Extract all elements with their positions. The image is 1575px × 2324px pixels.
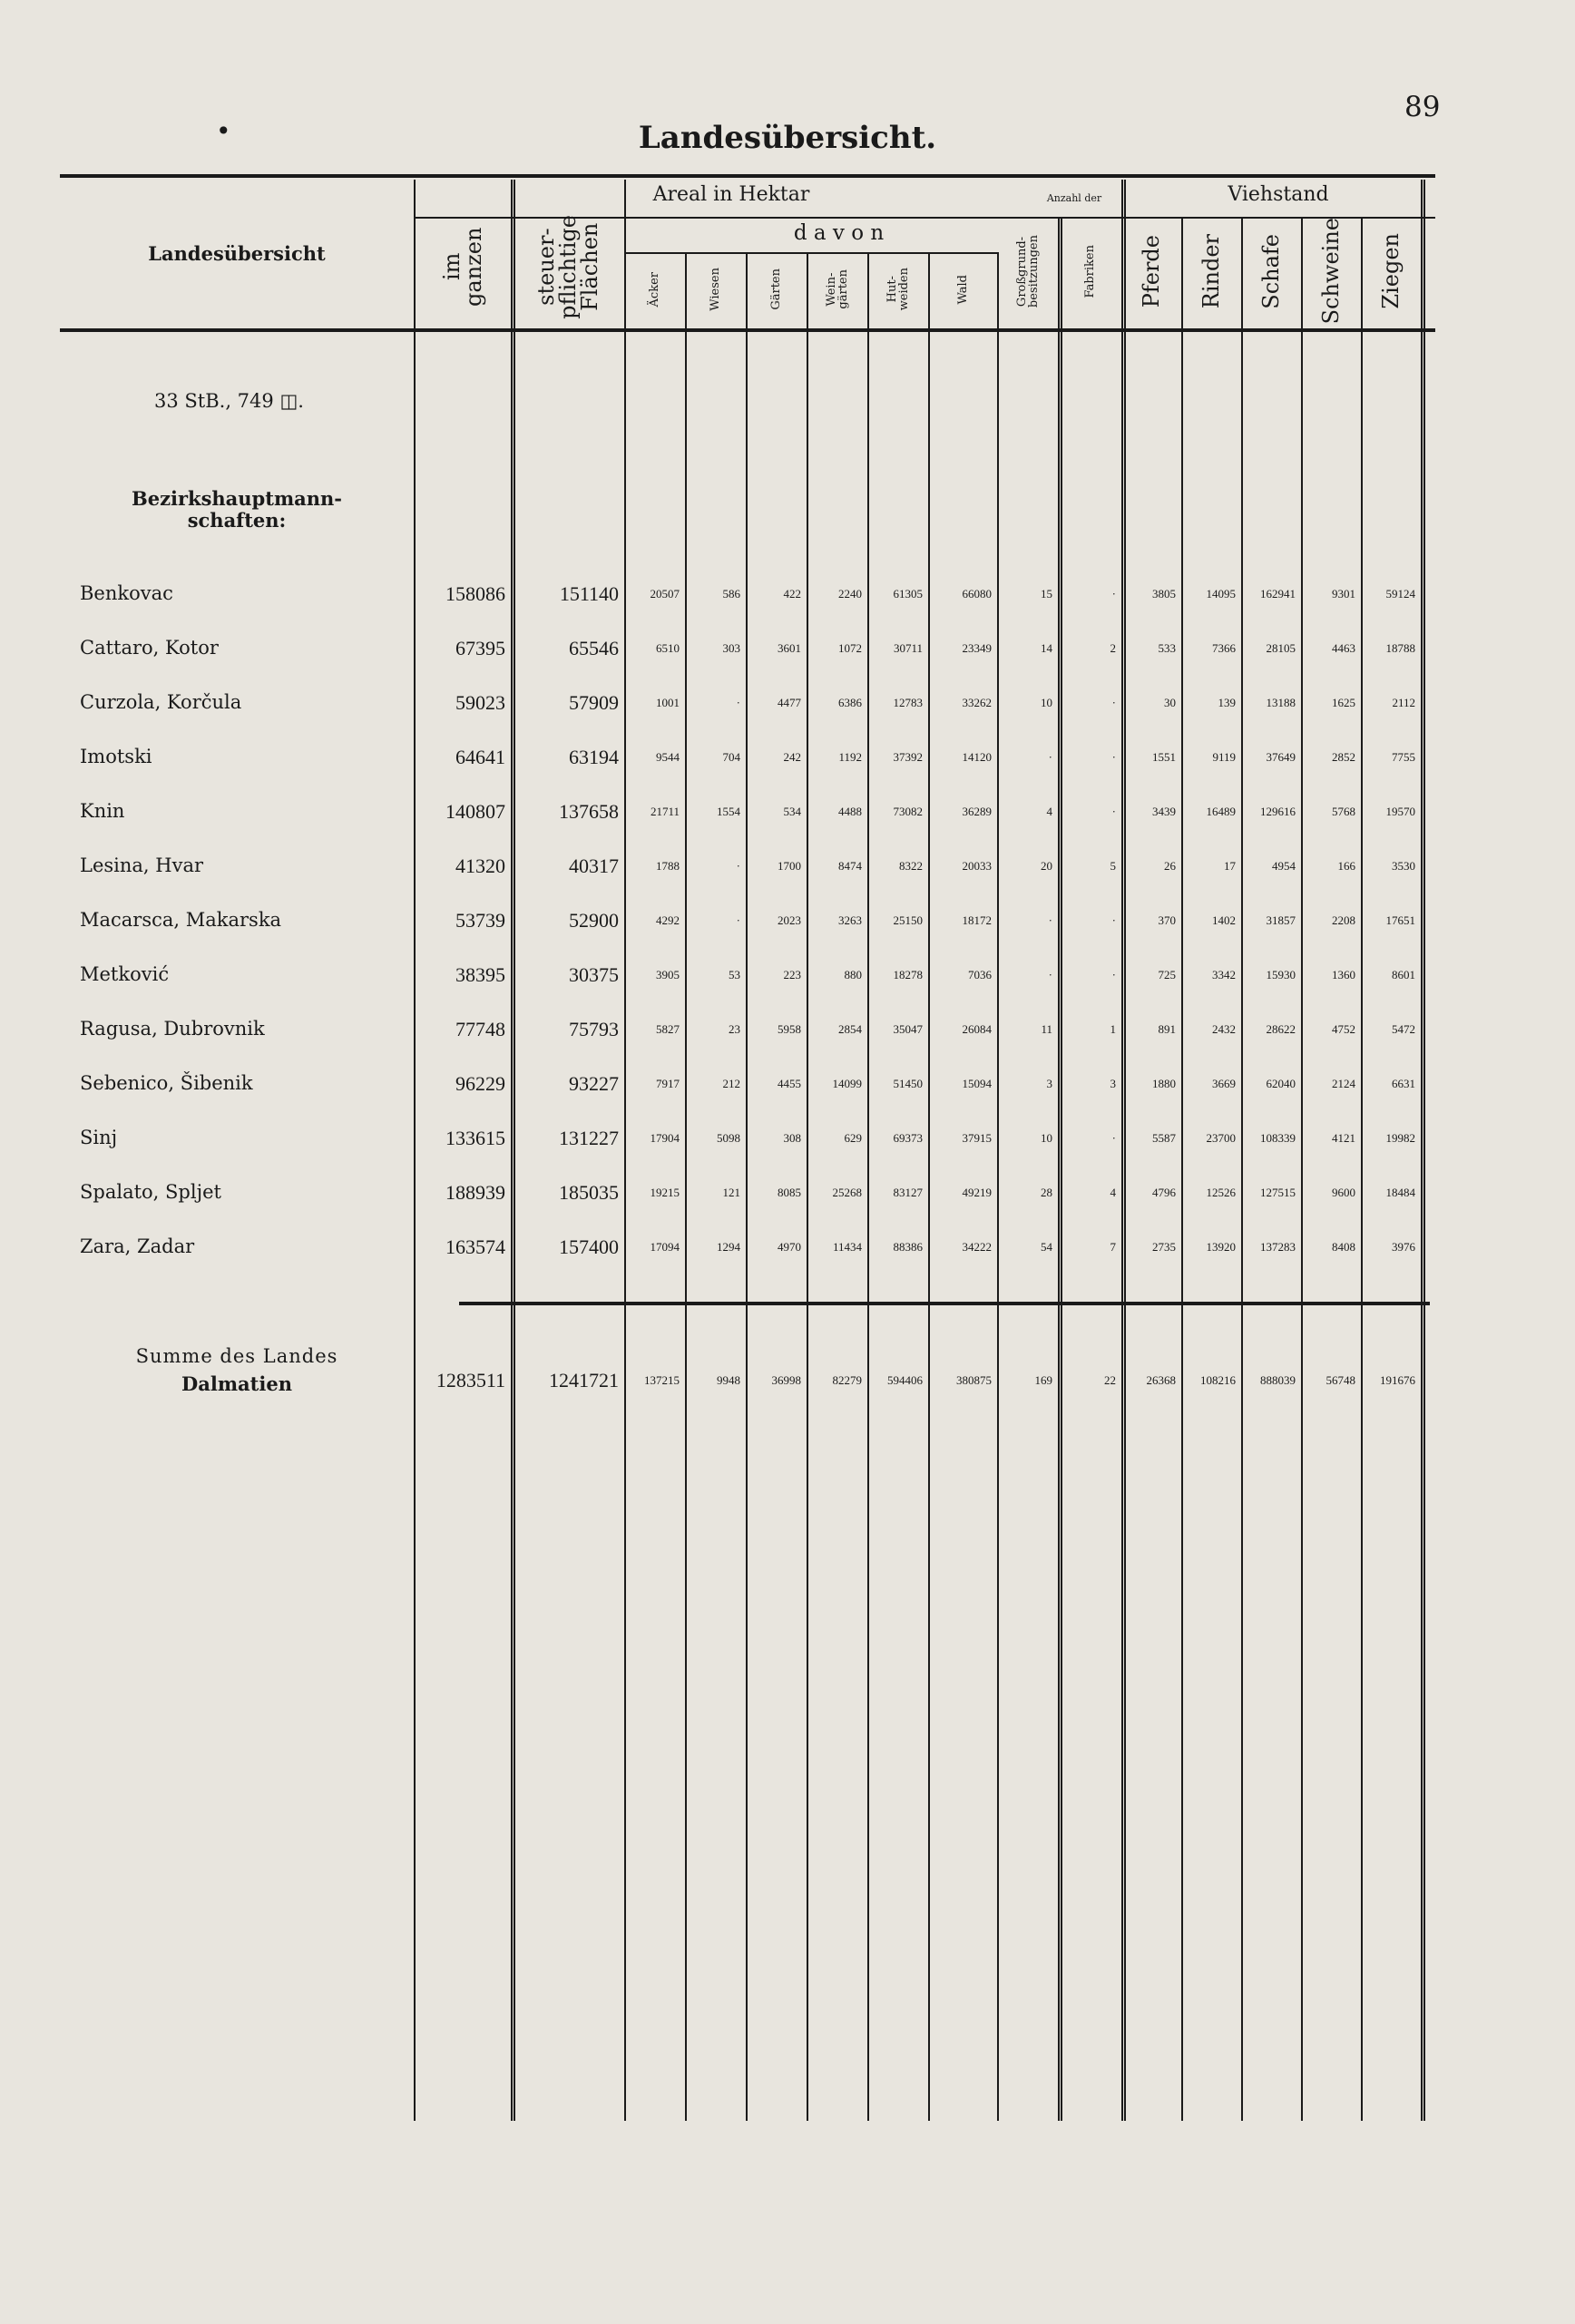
section-heading: Bezirkshauptmann- schaften: (131, 487, 343, 532)
row-0-cell-10: 3805 (1152, 587, 1176, 601)
column-header-label: Wald (955, 274, 970, 305)
row-2-cell-2: 1001 (656, 696, 680, 709)
row-6-cell-11: 1402 (1212, 913, 1236, 927)
district-name: Imotski (80, 746, 152, 767)
row-4-cell-0: 140807 (445, 800, 505, 823)
row-6-cell-10: 370 (1158, 913, 1176, 927)
row-2-cell-6: 12783 (893, 696, 923, 709)
row-12-cell-12: 137283 (1260, 1240, 1296, 1254)
row-12-cell-10: 2735 (1152, 1240, 1176, 1254)
row-8-cell-13: 4752 (1332, 1022, 1355, 1036)
row-0-cell-14: 59124 (1385, 587, 1415, 601)
row-9-cell-7: 15094 (962, 1077, 992, 1090)
row-3-cell-4: 242 (783, 750, 801, 764)
district-name: Spalato, Spljet (80, 1181, 221, 1203)
row-8-cell-4: 5958 (778, 1022, 801, 1036)
total-cell-5: 82279 (832, 1373, 862, 1387)
row-1-cell-8: 14 (1041, 641, 1052, 655)
row-0-cell-6: 61305 (893, 587, 923, 601)
column-header-label: Rinder (1198, 233, 1224, 309)
row-11-cell-13: 9600 (1332, 1186, 1355, 1199)
row-8-cell-1: 75793 (569, 1018, 619, 1040)
row-7-cell-7: 7036 (968, 968, 992, 981)
total-cell-9: 22 (1104, 1373, 1116, 1387)
row-5-cell-5: 8474 (838, 859, 862, 873)
row-8-cell-6: 35047 (893, 1022, 923, 1036)
row-7-cell-4: 223 (783, 968, 801, 981)
total-label-line1: Summe des Landes (135, 1345, 338, 1367)
header-viehstand-group: Viehstand (1228, 183, 1329, 206)
column-header-label: Äcker (648, 271, 661, 308)
total-cell-12: 888039 (1260, 1373, 1296, 1387)
row-7-cell-1: 30375 (569, 963, 619, 986)
page-dot-mark: • (216, 116, 231, 146)
total-cell-4: 36998 (771, 1373, 801, 1387)
total-cell-6: 594406 (887, 1373, 923, 1387)
row-4-cell-4: 534 (783, 805, 801, 818)
column-rule-12 (1241, 217, 1243, 2121)
column-header-11 (1181, 220, 1241, 323)
row-7-cell-6: 18278 (893, 968, 923, 981)
column-header-12 (1241, 220, 1301, 323)
row-9-cell-13: 2124 (1332, 1077, 1355, 1090)
row-6-cell-14: 17651 (1385, 913, 1415, 927)
district-name: Zara, Zadar (80, 1235, 195, 1257)
row-4-cell-12: 129616 (1260, 805, 1296, 818)
row-7-cell-0: 38395 (455, 963, 505, 986)
row-0-cell-12: 162941 (1260, 587, 1296, 601)
row-2-cell-3: · (736, 696, 740, 709)
district-name: Sinj (80, 1127, 118, 1148)
district-name: Macarsca, Makarska (80, 909, 282, 931)
row-8-cell-5: 2854 (838, 1022, 862, 1036)
total-cell-2: 137215 (644, 1373, 680, 1387)
row-1-cell-5: 1072 (838, 641, 862, 655)
row-0-cell-13: 9301 (1332, 587, 1355, 601)
row-6-cell-13: 2208 (1332, 913, 1355, 927)
row-4-cell-3: 1554 (717, 805, 740, 818)
row-10-cell-11: 23700 (1206, 1131, 1236, 1145)
row-6-cell-3: · (736, 913, 740, 927)
row-3-cell-13: 2852 (1332, 750, 1355, 764)
row-11-cell-11: 12526 (1206, 1186, 1236, 1199)
column-header-label: im ganzen (438, 227, 486, 307)
total-cell-14: 191676 (1380, 1373, 1415, 1387)
row-2-cell-4: 4477 (778, 696, 801, 709)
row-3-cell-7: 14120 (962, 750, 992, 764)
row-0-cell-11: 14095 (1206, 587, 1236, 601)
column-rule-11 (1181, 217, 1183, 2121)
row-5-cell-3: · (736, 859, 740, 873)
row-10-cell-7: 37915 (962, 1131, 992, 1145)
row-4-cell-7: 36289 (962, 805, 992, 818)
row-5-cell-7: 20033 (962, 859, 992, 873)
row-3-cell-12: 37649 (1266, 750, 1296, 764)
column-rule-15 (1421, 180, 1425, 2121)
row-12-cell-4: 4970 (778, 1240, 801, 1254)
header-areal-group: Areal in Hektar (652, 183, 810, 206)
column-rule-0 (414, 180, 416, 2121)
row-1-cell-3: 303 (722, 641, 740, 655)
column-header-label: Schweine (1318, 218, 1344, 325)
column-header-label: Großgrund- besitzungen (1014, 234, 1041, 308)
row-4-cell-2: 21711 (650, 805, 680, 818)
column-header-5 (807, 256, 867, 323)
row-9-cell-3: 212 (722, 1077, 740, 1090)
column-header-label: Wiesen (709, 268, 722, 311)
row-7-cell-11: 3342 (1212, 968, 1236, 981)
row-4-cell-14: 19570 (1385, 805, 1415, 818)
row-9-cell-9: 3 (1110, 1077, 1116, 1090)
row-1-cell-9: 2 (1110, 641, 1116, 655)
rule-under-areal (414, 217, 1049, 219)
row-3-cell-5: 1192 (838, 750, 862, 764)
row-4-cell-13: 5768 (1332, 805, 1355, 818)
row-7-cell-8: · (1048, 968, 1052, 981)
row-11-cell-1: 185035 (559, 1181, 619, 1204)
row-5-cell-9: 5 (1110, 859, 1116, 873)
column-header-0 (414, 210, 511, 323)
column-header-label: Fabriken (1082, 244, 1097, 298)
column-header-7 (928, 256, 997, 323)
column-header-3 (685, 256, 746, 323)
counts-note: 33 StB., 749 ◫. (154, 390, 304, 412)
row-7-cell-12: 15930 (1266, 968, 1296, 981)
row-10-cell-2: 17904 (650, 1131, 680, 1145)
row-7-cell-10: 725 (1158, 968, 1176, 981)
row-6-cell-12: 31857 (1266, 913, 1296, 927)
row-3-cell-6: 37392 (893, 750, 923, 764)
row-4-cell-11: 16489 (1206, 805, 1236, 818)
row-0-cell-4: 422 (783, 587, 801, 601)
column-header-2 (624, 256, 685, 323)
row-1-cell-11: 7366 (1212, 641, 1236, 655)
row-6-cell-6: 25150 (893, 913, 923, 927)
row-3-cell-2: 9544 (656, 750, 680, 764)
row-10-cell-1: 131227 (559, 1127, 619, 1149)
row-8-cell-2: 5827 (656, 1022, 680, 1036)
column-rule-14 (1361, 217, 1363, 2121)
column-header-label: Pferde (1139, 234, 1164, 308)
row-2-cell-10: 30 (1164, 696, 1176, 709)
district-name: Lesina, Hvar (80, 854, 203, 876)
row-12-cell-13: 8408 (1332, 1240, 1355, 1254)
row-9-cell-6: 51450 (893, 1077, 923, 1090)
district-name: Sebenico, Šibenik (80, 1072, 253, 1094)
header-row-label: Landesübersicht (148, 242, 326, 265)
row-12-cell-8: 54 (1041, 1240, 1052, 1254)
row-9-cell-10: 1880 (1152, 1077, 1176, 1090)
row-2-cell-13: 1625 (1332, 696, 1355, 709)
header-bottom-rule (60, 328, 1435, 332)
row-3-cell-9: · (1111, 750, 1116, 764)
row-9-cell-12: 62040 (1266, 1077, 1296, 1090)
row-2-cell-5: 6386 (838, 696, 862, 709)
total-cell-1: 1241721 (549, 1369, 619, 1391)
row-1-cell-0: 67395 (455, 637, 505, 659)
column-header-label: steuer- pflichtige Flächen (533, 214, 602, 319)
header-anzahl-group: Anzahl der (1046, 192, 1102, 204)
row-10-cell-0: 133615 (445, 1127, 505, 1149)
row-1-cell-4: 3601 (778, 641, 801, 655)
row-4-cell-1: 137658 (559, 800, 619, 823)
row-0-cell-8: 15 (1041, 587, 1052, 601)
row-3-cell-3: 704 (722, 750, 740, 764)
page-title: Landesübersicht. (638, 120, 937, 156)
row-11-cell-5: 25268 (832, 1186, 862, 1199)
column-rule-2 (624, 180, 626, 2121)
row-11-cell-12: 127515 (1260, 1186, 1296, 1199)
column-rule-13 (1301, 217, 1303, 2121)
column-rule-10 (1121, 180, 1126, 2121)
row-5-cell-4: 1700 (778, 859, 801, 873)
rule-under-davon (624, 252, 997, 254)
column-rule-9 (1058, 217, 1062, 2121)
rule-under-viehstand (1121, 217, 1435, 219)
statistics-table (60, 174, 1435, 2121)
row-11-cell-9: 4 (1110, 1186, 1116, 1199)
total-cell-13: 56748 (1326, 1373, 1355, 1387)
column-header-4 (746, 256, 807, 323)
row-5-cell-1: 40317 (569, 854, 619, 877)
row-5-cell-11: 17 (1224, 859, 1236, 873)
row-10-cell-5: 629 (844, 1131, 862, 1145)
row-6-cell-9: · (1111, 913, 1116, 927)
row-1-cell-2: 6510 (656, 641, 680, 655)
row-10-cell-6: 69373 (893, 1131, 923, 1145)
row-5-cell-14: 3530 (1392, 859, 1415, 873)
row-2-cell-0: 59023 (455, 691, 505, 714)
row-8-cell-14: 5472 (1392, 1022, 1415, 1036)
row-3-cell-11: 9119 (1212, 750, 1236, 764)
row-3-cell-1: 63194 (569, 746, 619, 768)
row-0-cell-9: · (1111, 587, 1116, 601)
row-4-cell-6: 73082 (893, 805, 923, 818)
column-header-6 (867, 256, 928, 323)
row-0-cell-7: 66080 (962, 587, 992, 601)
district-name: Benkovac (80, 582, 173, 604)
row-2-cell-7: 33262 (962, 696, 992, 709)
total-cell-11: 108216 (1200, 1373, 1236, 1387)
column-rule-1 (511, 180, 515, 2121)
row-11-cell-7: 49219 (962, 1186, 992, 1199)
row-0-cell-5: 2240 (838, 587, 862, 601)
row-7-cell-9: · (1111, 968, 1116, 981)
total-cell-3: 9948 (717, 1373, 740, 1387)
row-10-cell-4: 308 (783, 1131, 801, 1145)
row-2-cell-14: 2112 (1392, 696, 1415, 709)
row-7-cell-3: 53 (729, 968, 740, 981)
total-cell-7: 380875 (956, 1373, 992, 1387)
row-9-cell-5: 14099 (832, 1077, 862, 1090)
row-2-cell-11: 139 (1218, 696, 1236, 709)
row-10-cell-13: 4121 (1332, 1131, 1355, 1145)
row-0-cell-3: 586 (722, 587, 740, 601)
row-8-cell-10: 891 (1158, 1022, 1176, 1036)
row-1-cell-7: 23349 (962, 641, 992, 655)
row-7-cell-2: 3905 (656, 968, 680, 981)
row-7-cell-13: 1360 (1332, 968, 1355, 981)
row-9-cell-2: 7917 (656, 1077, 680, 1090)
row-11-cell-3: 121 (722, 1186, 740, 1199)
row-6-cell-8: · (1048, 913, 1052, 927)
row-6-cell-2: 4292 (656, 913, 680, 927)
total-cell-0: 1283511 (435, 1369, 505, 1391)
row-8-cell-7: 26084 (962, 1022, 992, 1036)
row-5-cell-2: 1788 (656, 859, 680, 873)
row-11-cell-2: 19215 (650, 1186, 680, 1199)
row-12-cell-3: 1294 (717, 1240, 740, 1254)
row-11-cell-10: 4796 (1152, 1186, 1176, 1199)
column-header-label: Ziegen (1378, 233, 1404, 309)
row-9-cell-8: 3 (1046, 1077, 1052, 1090)
row-1-cell-12: 28105 (1266, 641, 1296, 655)
total-cell-10: 26368 (1146, 1373, 1176, 1387)
row-10-cell-3: 5098 (717, 1131, 740, 1145)
column-header-label: Gärten (769, 269, 783, 310)
row-12-cell-7: 34222 (962, 1240, 992, 1254)
row-9-cell-14: 6631 (1392, 1077, 1415, 1090)
column-header-8 (997, 220, 1058, 323)
row-8-cell-9: 1 (1110, 1022, 1116, 1036)
row-7-cell-14: 8601 (1392, 968, 1415, 981)
row-5-cell-13: 166 (1337, 859, 1355, 873)
district-name: Curzola, Korčula (80, 691, 242, 713)
row-3-cell-10: 1551 (1152, 750, 1176, 764)
row-12-cell-14: 3976 (1392, 1240, 1415, 1254)
row-11-cell-6: 83127 (893, 1186, 923, 1199)
column-header-label: Hut- weiden (885, 268, 911, 311)
row-12-cell-5: 11434 (832, 1240, 862, 1254)
total-cell-8: 169 (1034, 1373, 1052, 1387)
row-9-cell-1: 93227 (569, 1072, 619, 1095)
column-header-13 (1301, 220, 1361, 323)
row-6-cell-4: 2023 (778, 913, 801, 927)
row-2-cell-12: 13188 (1266, 696, 1296, 709)
row-8-cell-11: 2432 (1212, 1022, 1236, 1036)
total-label-line2: Dalmatien (181, 1372, 292, 1395)
district-name: Metković (80, 963, 170, 985)
row-5-cell-6: 8322 (899, 859, 923, 873)
row-10-cell-9: · (1111, 1131, 1116, 1145)
row-9-cell-11: 3669 (1212, 1077, 1236, 1090)
page-number: 89 (1404, 91, 1441, 123)
row-8-cell-8: 11 (1041, 1022, 1052, 1036)
row-7-cell-5: 880 (844, 968, 862, 981)
row-8-cell-12: 28622 (1266, 1022, 1296, 1036)
row-3-cell-8: · (1048, 750, 1052, 764)
column-header-14 (1361, 220, 1421, 323)
row-2-cell-8: 10 (1041, 696, 1052, 709)
row-0-cell-1: 151140 (559, 582, 619, 605)
column-header-label: Wein- gärten (824, 269, 850, 309)
column-header-9 (1058, 220, 1121, 323)
row-2-cell-9: · (1111, 696, 1116, 709)
row-12-cell-6: 88386 (893, 1240, 923, 1254)
row-4-cell-10: 3439 (1152, 805, 1176, 818)
row-9-cell-0: 96229 (455, 1072, 505, 1095)
row-11-cell-4: 8085 (778, 1186, 801, 1199)
district-name: Cattaro, Kotor (80, 637, 219, 659)
column-header-label: Schafe (1258, 233, 1284, 309)
row-10-cell-10: 5587 (1152, 1131, 1176, 1145)
row-1-cell-6: 30711 (893, 641, 923, 655)
row-1-cell-10: 533 (1158, 641, 1176, 655)
row-9-cell-4: 4455 (778, 1077, 801, 1090)
row-3-cell-0: 64641 (455, 746, 505, 768)
row-2-cell-1: 57909 (569, 691, 619, 714)
row-12-cell-2: 17094 (650, 1240, 680, 1254)
row-11-cell-8: 28 (1041, 1186, 1052, 1199)
row-4-cell-5: 4488 (838, 805, 862, 818)
table-top-rule (60, 174, 1435, 178)
row-10-cell-8: 10 (1041, 1131, 1052, 1145)
row-8-cell-0: 77748 (455, 1018, 505, 1040)
district-name: Knin (80, 800, 125, 822)
row-12-cell-11: 13920 (1206, 1240, 1236, 1254)
row-5-cell-10: 26 (1164, 859, 1176, 873)
row-5-cell-12: 4954 (1272, 859, 1296, 873)
row-4-cell-8: 4 (1046, 805, 1052, 818)
row-6-cell-1: 52900 (569, 909, 619, 932)
district-name: Ragusa, Dubrovnik (80, 1018, 265, 1040)
row-0-cell-2: 20507 (650, 587, 680, 601)
row-1-cell-13: 4463 (1332, 641, 1355, 655)
row-6-cell-5: 3263 (838, 913, 862, 927)
row-8-cell-3: 23 (729, 1022, 740, 1036)
row-3-cell-14: 7755 (1392, 750, 1415, 764)
row-5-cell-0: 41320 (455, 854, 505, 877)
row-0-cell-0: 158086 (445, 582, 505, 605)
row-6-cell-7: 18172 (962, 913, 992, 927)
header-davon: d a v o n (793, 221, 885, 245)
row-11-cell-0: 188939 (445, 1181, 505, 1204)
row-4-cell-9: · (1111, 805, 1116, 818)
column-header-1 (511, 210, 624, 323)
row-12-cell-1: 157400 (559, 1235, 619, 1258)
row-5-cell-8: 20 (1041, 859, 1052, 873)
row-10-cell-12: 108339 (1260, 1131, 1296, 1145)
total-separator-rule (459, 1302, 1430, 1305)
row-10-cell-14: 19982 (1385, 1131, 1415, 1145)
row-1-cell-1: 65546 (569, 637, 619, 659)
row-6-cell-0: 53739 (455, 909, 505, 932)
row-12-cell-9: 7 (1110, 1240, 1116, 1254)
row-1-cell-14: 18788 (1385, 641, 1415, 655)
column-header-10 (1121, 220, 1181, 323)
row-11-cell-14: 18484 (1385, 1186, 1415, 1199)
row-12-cell-0: 163574 (445, 1235, 505, 1258)
